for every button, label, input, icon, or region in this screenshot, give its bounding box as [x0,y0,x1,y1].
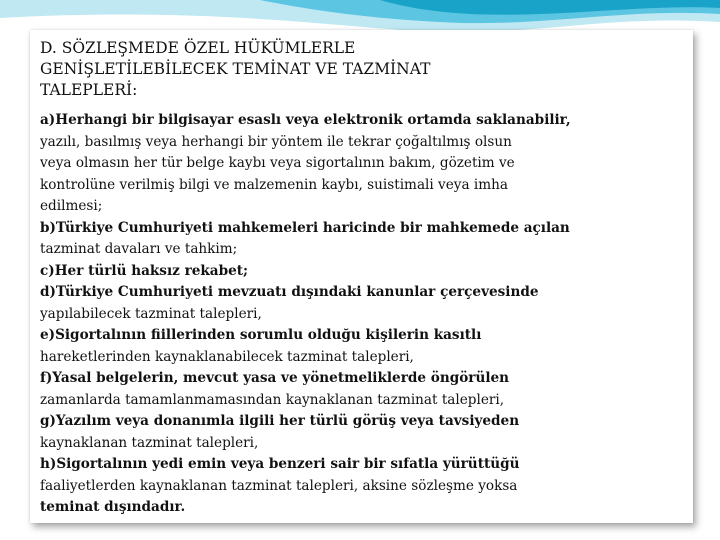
body-line: teminat dışındadır. [40,499,186,515]
body-line: d)Türkiye Cumhuriyeti mevzuatı dışındaki kanunlar çerçevesinde [40,284,539,300]
body-line: faaliyetlerden kaynaklanan tazminat talepleri, aksine sözleşme yoksa [40,477,518,494]
body-line: yapılabilecek tazminat talepleri, [40,305,262,322]
body-line: zamanlarda tamamlanmamasından kaynaklanan tazminat talepleri, [40,391,505,408]
body-line: f)Yasal belgelerin, mevcut yasa ve yönetmeliklerde öngörülen [40,370,510,386]
body-line: yazılı, basılmış veya herhangi bir yöntem ile tekrar çoğaltılmış olsun [40,133,512,150]
body-line: g)Yazılım veya donanımla ilgili her türlü görüş veya tavsiyeden [40,413,520,429]
title-line-1: D. SÖZLEŞMEDE ÖZEL HÜKÜMLERLE [40,39,356,57]
body-line: e)Sigortalının fiillerinden sorumlu olduğu kişilerin kasıtlı [40,327,482,343]
body-text [40,110,680,519]
body-line: kontrolüne verilmiş bilgi ve malzemenin kaybı, suistimali veya imha [40,176,508,193]
body-line: hareketlerinden kaynaklanabilecek tazminat talepleri, [40,348,414,365]
slide-title [40,38,670,101]
body-line: veya olmasın her tür belge kaybı veya sigortalının bakım, gözetim ve [40,155,515,171]
title-line-3: TALEPLERİ: [40,81,138,99]
body-line: edilmesi; [40,198,103,214]
body-line: kaynaklanan tazminat talepleri, [40,434,259,451]
title-line-2: GENİŞLETİLEBİLECEK TEMİNAT VE TAZMİNAT [40,60,431,78]
body-line: tazminat davaları ve tahkim; [40,241,238,257]
body-line: a)Herhangi bir bilgisayar esaslı veya elektronik ortamda saklanabilir, [40,112,571,128]
body-line: c)Her türlü haksız rekabet; [40,262,249,279]
body-line: b)Türkiye Cumhuriyeti mahkemeleri haricinde bir mahkemede açılan [40,219,570,236]
body-line: h)Sigortalının yedi emin veya benzeri sair bir sıfatla yürüttüğü [40,456,520,472]
